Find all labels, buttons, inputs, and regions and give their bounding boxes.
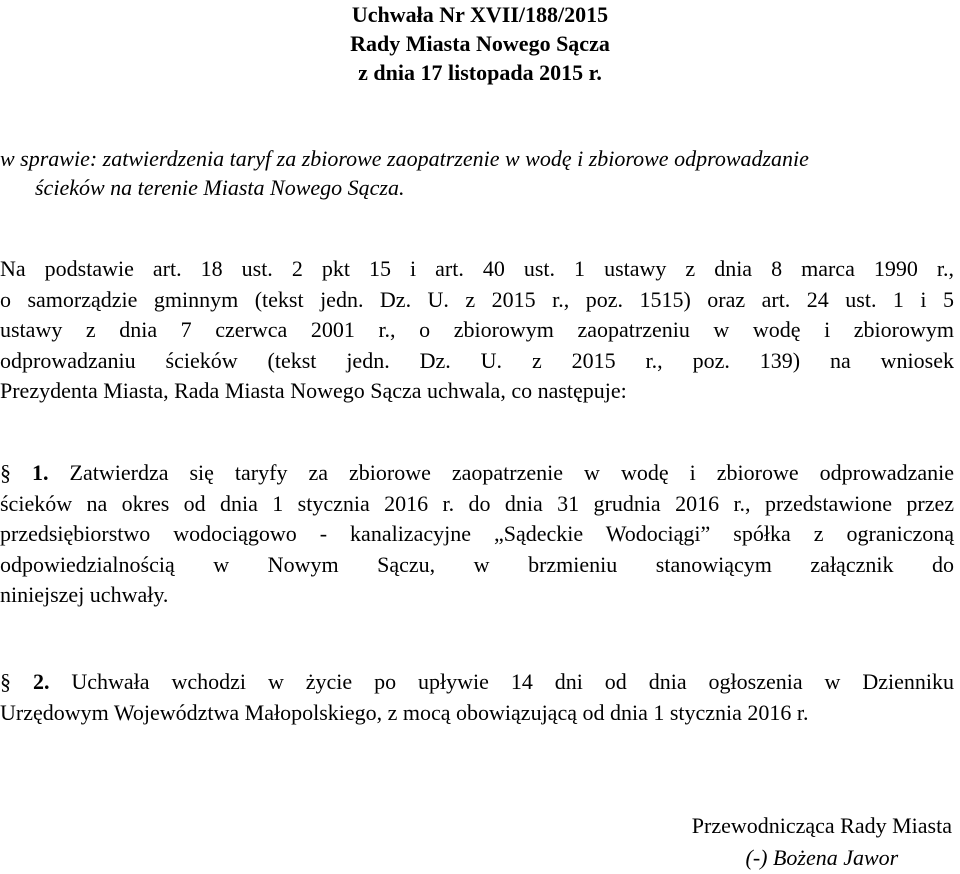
resolution-header [0, 0, 960, 87]
resolution-subject [0, 144, 954, 202]
subject-line-1: w sprawie: zatwierdzenia taryf za zbiorowe zaopatrzenie w wodę i zbiorowe odprowadzanie [0, 146, 809, 171]
section-sign: § [0, 460, 11, 485]
subject-line-2: ścieków na terenie Miasta Nowego Sącza. [35, 175, 405, 200]
preamble-line: odprowadzaniu ścieków (tekst jedn. Dz. U. z 2015 r., poz. 139) na wniosek [0, 347, 954, 373]
resolution-date: z dnia 17 listopada 2015 r. [358, 60, 602, 85]
resolution-number: Uchwała Nr XVII/188/2015 [351, 2, 609, 27]
preamble [0, 254, 954, 407]
section-number: 2. [32, 669, 50, 694]
section-sign: § [0, 669, 11, 694]
section-2-line: Urzędowym Województwa Małopolskiego, z mocą obowiązującą od dnia 1 stycznia 2016 r. [0, 699, 809, 725]
signature-block [692, 810, 952, 874]
section-2 [0, 667, 954, 728]
signer-name: (-) Bożena Jawor [745, 845, 899, 870]
council-name: Rady Miasta Nowego Sącza [350, 31, 610, 56]
section-1-line: niniejszej uchwały. [0, 582, 169, 607]
preamble-line: ustawy z dnia 7 czerwca 2001 r., o zbiorowym zaopatrzeniu w wodę i zbiorowym [0, 317, 954, 342]
section-1-text: Zatwierdza się taryfy za zbiorowe zaopatrzenie w wodę i zbiorowe odprowadzanie [69, 460, 954, 485]
section-1-line: ścieków na okres od dnia 1 stycznia 2016 r. do dnia 31 grudnia 2016 r., przedstawione przez [0, 490, 954, 516]
section-2-first-line [0, 667, 954, 698]
signer-title: Przewodnicząca Rady Miasta [691, 813, 952, 838]
section-1 [0, 458, 954, 611]
preamble-line: Prezydenta Miasta, Rada Miasta Nowego Sącza uchwala, co następuje: [0, 378, 627, 403]
preamble-line: Na podstawie art. 18 ust. 2 pkt 15 i art. 40 ust. 1 ustawy z dnia 8 marca 1990 r., [0, 256, 954, 281]
section-2-text: Uchwała wchodzi w życie po upływie 14 dni od dnia ogłoszenia w Dzienniku [71, 669, 955, 694]
section-1-line: odpowiedzialnością w Nowym Sączu, w brzmieniu stanowiącym załącznik do [0, 551, 954, 577]
preamble-line: o samorządzie gminnym (tekst jedn. Dz. U. z 2015 r., poz. 1515) oraz art. 24 ust. 1 i 5 [0, 286, 954, 312]
section-1-line: przedsiębiorstwo wodociągowo - kanalizacyjne „Sądeckie Wodociągi” spółka z ograniczoną [0, 521, 954, 546]
section-1-first-line [0, 458, 954, 489]
section-number: 1. [32, 460, 49, 485]
